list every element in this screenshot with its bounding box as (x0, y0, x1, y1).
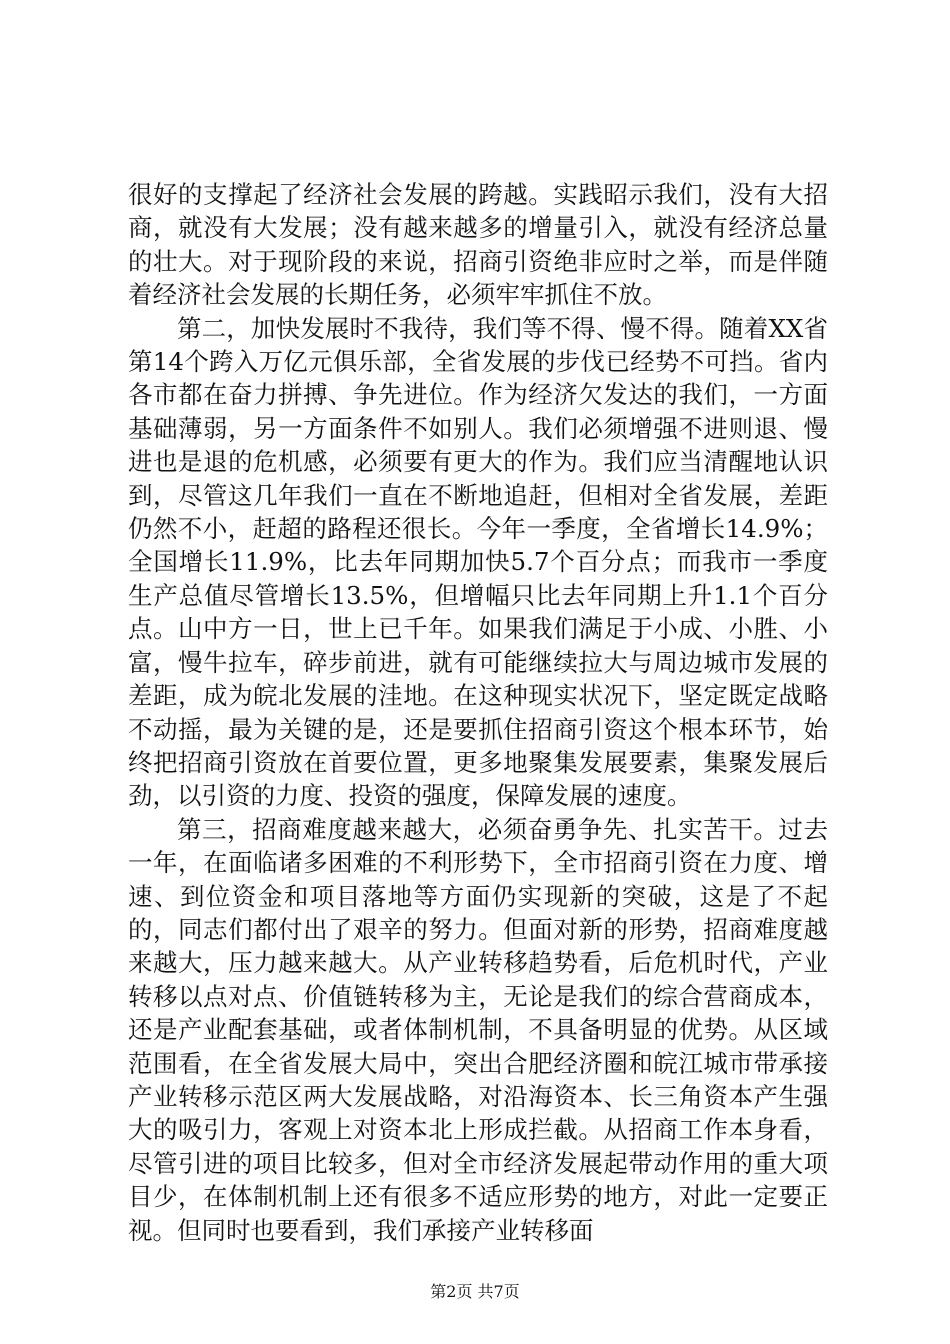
page-footer (0, 1282, 950, 1302)
paragraph-continuation: 很好的支撑起了经济社会发展的跨越。实践昭示我们，没有大招商，就没有大发展；没有越来越多的增量引入，就没有经济总量的壮大。对于现阶段的来说，招商引资绝非应时之举，而是伴随着经济社会发展的长期任务，必须牢牢抓住不放。 (128, 180, 828, 310)
document-body (128, 178, 828, 1247)
page-number-label: 第2页 共7页 (430, 1282, 520, 1301)
paragraph-second-point: 第二，加快发展时不我待，我们等不得、慢不得。随着XX省第14个跨入万亿元俱乐部，全省发展的步伐已经势不可挡。省内各市都在奋力拼搏、争先进位。作为经济欠发达的我们，一方面基础薄弱，另一方面条件不如别人。我们必须增强不进则退、慢进也是退的危机感，必须要有更大的作为。我们应当清醒地认识到，尽管这几年我们一直在不断地追赶，但相对全省发展，差距仍然不小，赶超的路程还很长。今年一季度，全省增长14.9%；全国增长11.9%，比去年同期加快5.7个百分点；而我市一季度生产总值尽管增长13.5%，但增幅只比去年同期上升1.1个百分点。山中方一日，世上已千年。如果我们满足于小成、小胜、小富，慢牛拉车，碎步前进，就有可能继续拉大与周边城市发展的差距，成为皖北发展的洼地。在这种现实状况下，坚定既定战略不动摇，最为关键的是，还是要抓住招商引资这个根本环节，始终把招商引资放在首要位置，更多地聚集发展要素，集聚发展后劲，以引资的力度、投资的强度，保障发展的速度。 (128, 313, 828, 811)
paragraph-third-point: 第三，招商难度越来越大，必须奋勇争先、扎实苦干。过去一年，在面临诸多困难的不利形势下，全市招商引资在力度、增速、到位资金和项目落地等方面仍实现新的突破，这是了不起的，同志们都付出了艰辛的努力。但面对新的形势，招商难度越来越大，压力越来越大。从产业转移趋势看，后危机时代，产业转移以点对点、价值链转移为主，无论是我们的综合营商成本，还是产业配套基础，或者体制机制，不具备明显的优势。从区域范围看，在全省发展大局中，突出合肥经济圈和皖江城市带承接产业转移示范区两大发展战略，对沿海资本、长三角资本产生强大的吸引力，客观上对资本北上形成拦截。从招商工作本身看，尽管引进的项目比较多，但对全市经济发展起带动作用的重大项目少，在体制机制上还有很多不适应形势的地方，对此一定要正视。但同时也要看到，我们承接产业转移面 (128, 814, 828, 1245)
